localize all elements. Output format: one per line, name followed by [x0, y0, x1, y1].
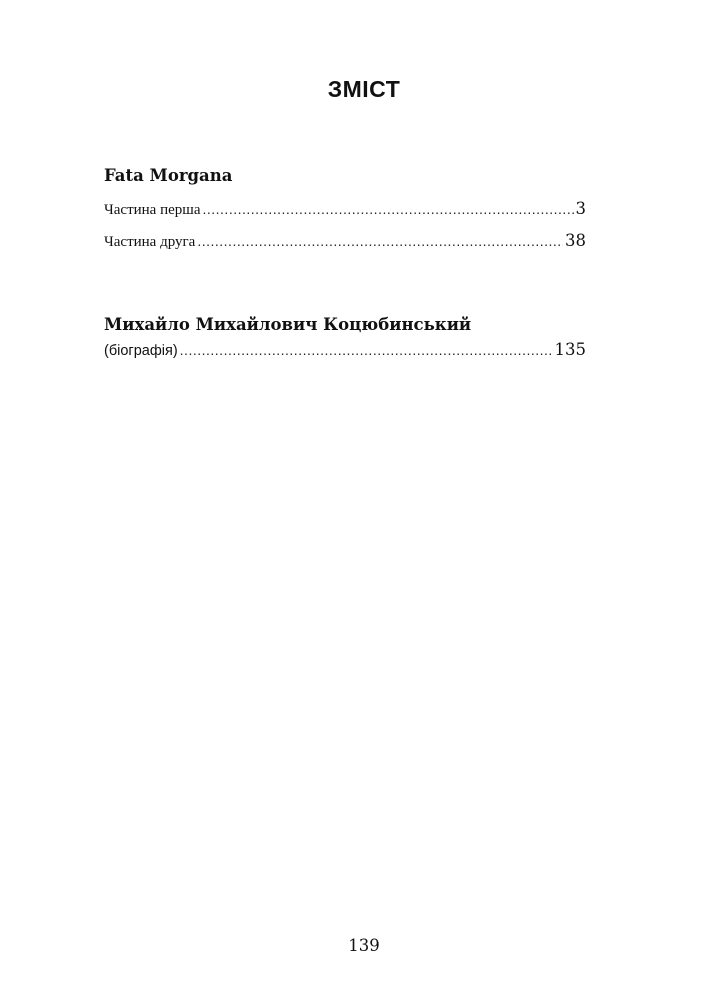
- toc-entry-label: Частина перша: [104, 202, 201, 218]
- toc-entry[interactable]: [104, 231, 586, 263]
- toc-section-biography: [104, 314, 586, 372]
- dot-leader: [202, 201, 573, 217]
- dot-leader: [197, 233, 563, 249]
- toc-entry-page: 38: [565, 231, 586, 250]
- section-title: Fata Morgana: [104, 166, 233, 185]
- toc-entry-page: 3: [575, 199, 586, 218]
- toc-entry[interactable]: [104, 199, 586, 231]
- toc-entry-label: (біографія): [104, 343, 178, 359]
- section-title: Михайло Михайлович Коцюбинський: [104, 315, 472, 334]
- page-title: ЗМІСТ: [327, 76, 401, 102]
- toc-entry-page: 135: [554, 340, 586, 359]
- toc-entry[interactable]: [104, 340, 586, 372]
- dot-leader: [180, 342, 553, 358]
- toc-section-fata-morgana: [104, 165, 586, 263]
- toc-entry-label: Частина друга: [104, 234, 196, 250]
- page-number: 139: [348, 936, 380, 955]
